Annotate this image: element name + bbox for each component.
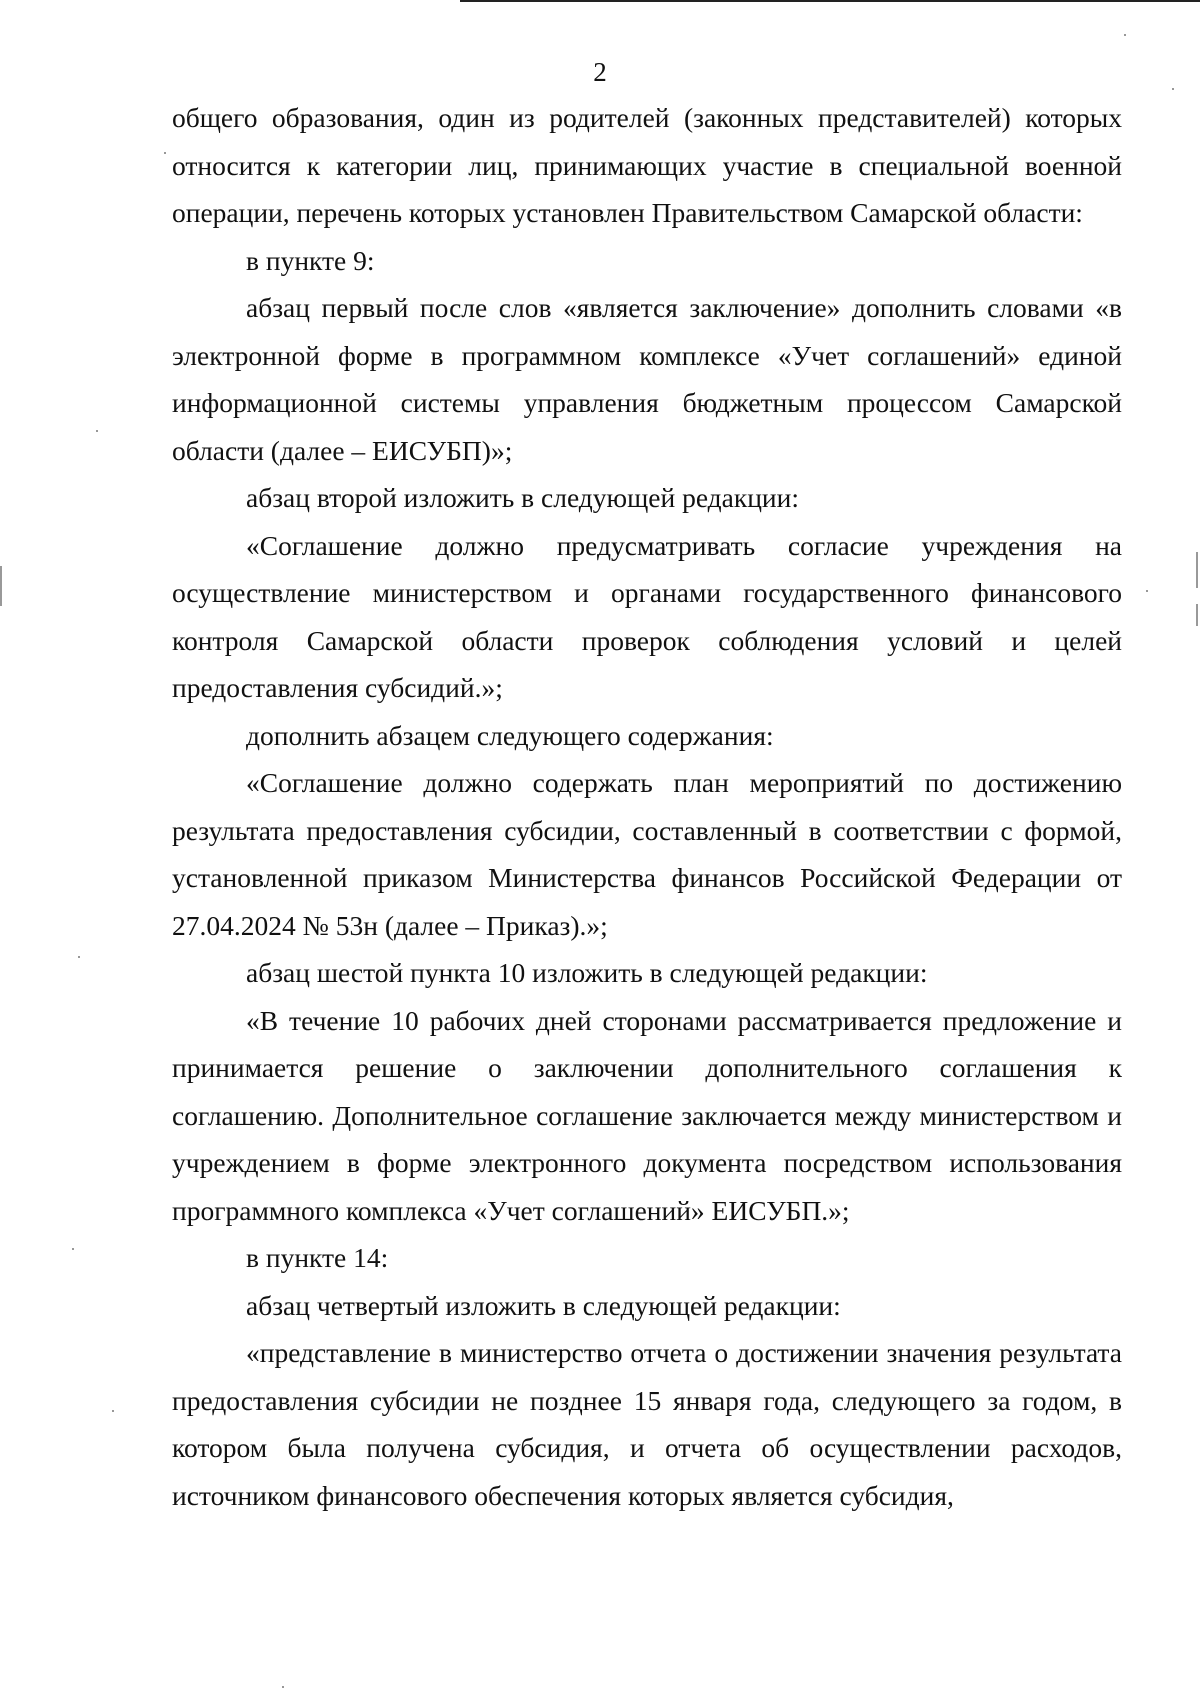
scan-edge-mark <box>1196 552 1198 588</box>
paragraph: абзац четвертый изложить в следующей редакции: <box>246 1289 841 1321</box>
scan-speck <box>96 430 98 432</box>
document-body <box>172 94 1122 1519</box>
scan-top-edge <box>460 0 1200 2</box>
paragraph: общего образования, один из родителей (законных представителей) которых относится к категории лиц, принимающих участие в специальной военной операции, перечень которых установлен Правительством Самарской области: <box>172 102 1122 228</box>
paragraph: абзац второй изложить в следующей редакции: <box>246 482 800 513</box>
paragraph: в пункте 9: <box>246 244 375 276</box>
paragraph: «представление в министерство отчета о достижении значения результата предоставления субсидии не позднее 15 января года, следующего за годом, в котором была получена субсидия, и отчета об осуществлении расходов, источником финансового обеспечения которых является субсидия, <box>172 1337 1122 1511</box>
scan-edge-mark <box>0 566 2 606</box>
page-number: 2 <box>593 57 607 87</box>
paragraph: абзац шестой пункта 10 изложить в следующей редакции: <box>246 957 928 988</box>
paragraph: «Соглашение должно содержать план мероприятий по достижению результата предоставления субсидии, составленный в соответствии с формой, установленной приказом Министерства финансов Российской Федерации от 27.04.2024 № 53н (далее – Приказ).»; <box>172 767 1122 941</box>
scan-speck <box>1146 590 1148 592</box>
paragraph: дополнить абзацем следующего содержания: <box>246 719 774 751</box>
scan-speck <box>282 1686 284 1688</box>
scan-speck <box>112 1410 114 1412</box>
scan-speck <box>78 956 80 958</box>
scan-speck <box>164 152 166 154</box>
scan-speck <box>72 1248 74 1250</box>
paragraph: в пункте 14: <box>246 1242 389 1273</box>
scan-speck <box>1124 34 1126 36</box>
paragraph: «Соглашение должно предусматривать согласие учреждения на осуществление министерством и органами государственного финансового контроля Самарской области проверок соблюдения условий и целей предоставления субсидий.»; <box>172 529 1122 703</box>
paragraph: «В течение 10 рабочих дней сторонами рассматривается предложение и принимается решение о заключении дополнительного соглашения к соглашению. Дополнительное соглашение заключается между министерством и учреждением в форме электронного документа посредством использования программного комплекса «Учет соглашений» ЕИСУБП.»; <box>172 1004 1122 1226</box>
scan-edge-mark <box>1196 604 1198 626</box>
paragraph: абзац первый после слов «является заключение» дополнить словами «в электронной форме в программном комплексе «Учет соглашений» единой информационной системы управления бюджетным процессом Самарской области (далее – ЕИСУБП)»; <box>172 292 1122 466</box>
scan-speck <box>1172 88 1174 90</box>
